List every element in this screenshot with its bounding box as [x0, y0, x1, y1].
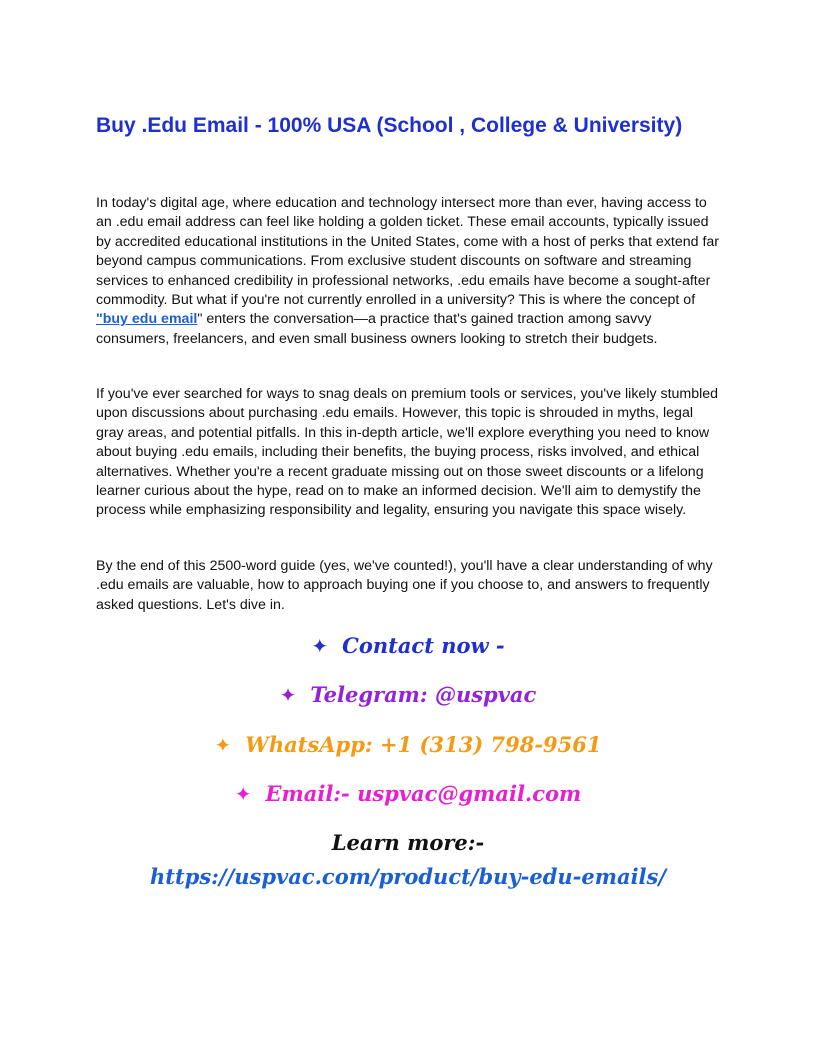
intro-paragraph-text-start: In today's digital age, where education and technology intersect more than ever, having access to an .edu email address can feel like holding a golden ticket. These email accounts, typically issued by accredited educational institutions in the United States, come with a host of perks that extend far beyond campus communications. From exclusive student discounts on software and streaming services to enhanced credibility in professional networks, .edu emails have become a sought-after commodity. But what if you're not currently enrolled in a university? This is where the concept of: [96, 195, 720, 309]
telegram-line: [0, 680, 816, 710]
learn-more-label: Learn more:-: [331, 830, 485, 855]
whatsapp-line: [0, 730, 816, 760]
product-url-link[interactable]: https://uspvac.com/product/buy-edu-emails/: [149, 864, 667, 889]
document-title: Buy .Edu Email - 100% USA (School , College & University): [96, 114, 683, 137]
four-point-star-icon: ✦: [311, 634, 329, 658]
telegram-text: Telegram: @uspvac: [310, 682, 537, 707]
four-point-star-icon: ✦: [214, 733, 232, 757]
email-text: Email:- uspvac@gmail.com: [265, 781, 582, 806]
intro-paragraph: [96, 194, 722, 349]
four-point-star-icon: ✦: [234, 782, 252, 806]
third-paragraph: By the end of this 2500-word guide (yes, we've counted!), you'll have a clear understanding of why .edu emails are valuable, how to approach buying one if you choose to, and answers to frequently asked questions. Let's dive in.: [96, 558, 713, 613]
contact-now-line: [0, 631, 816, 661]
buy-edu-email-link[interactable]: "buy edu email: [96, 311, 198, 328]
second-paragraph: If you've ever searched for ways to snag deals on premium tools or services, you've likely stumbled upon discussions about purchasing .edu emails. However, this topic is shrouded in myths, legal gray areas, and potential pitfalls. In this in-depth article, we'll explore everything you need to know about buying .edu emails, including their benefits, the buying process, risks involved, and ethical alternatives. Whether you're a recent graduate missing out on those sweet discounts or a lifelong learner curious about the hype, read on to make an informed decision. We'll aim to demystify the process while emphasizing responsibility and legality, ensuring you navigate this space wisely.: [96, 386, 719, 519]
contact-now-text: Contact now -: [342, 633, 505, 658]
email-line: [0, 779, 816, 809]
four-point-star-icon: ✦: [279, 683, 297, 707]
whatsapp-text: WhatsApp: +1 (313) 798-9561: [245, 732, 602, 757]
intro-paragraph-text-end: " enters the conversation—a practice that's gained traction among savvy consumers, freelancers, and even small business owners looking to stretch their budgets.: [96, 311, 658, 347]
